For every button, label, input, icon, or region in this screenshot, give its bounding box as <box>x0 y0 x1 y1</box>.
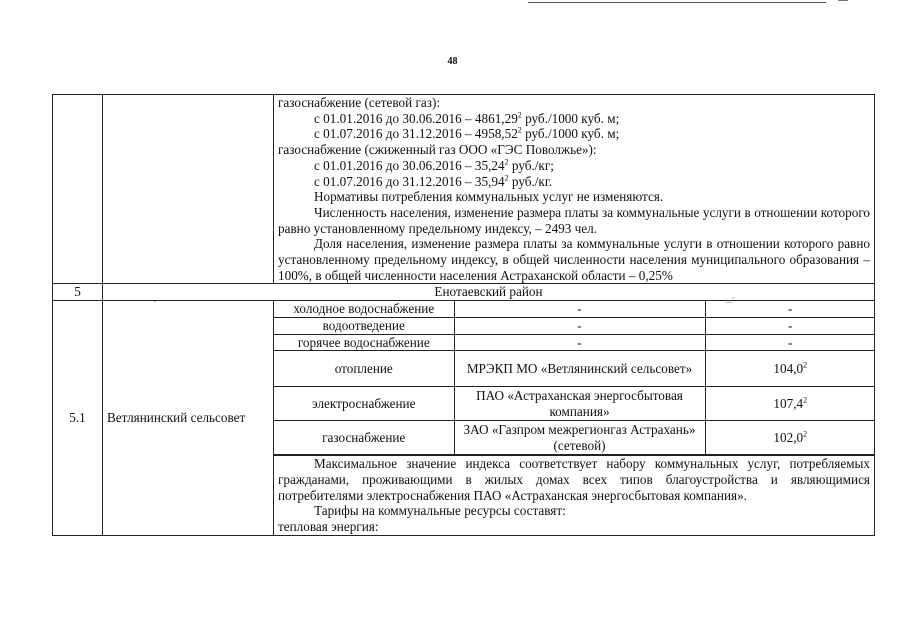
service-name: отопление <box>274 351 454 387</box>
text-line: с 01.07.2016 до 31.12.2016 – 35,94$^2$ руб./кг. <box>314 173 553 189</box>
text-line: Нормативы потребления коммунальных услуг не изменяются. <box>314 189 664 205</box>
name-cell-empty <box>103 95 274 284</box>
entry-name: Ветлянинский сельсовет <box>103 301 274 536</box>
district-number: 5 <box>53 284 103 301</box>
district-name: Енотаевский район <box>103 284 875 301</box>
service-row <box>274 387 875 421</box>
service-index: - <box>705 317 875 334</box>
tariff-table <box>52 94 875 536</box>
service-name: водоотведение <box>274 317 454 334</box>
index-footnote: 2 <box>803 429 808 439</box>
max-index-paragraph: Максимальное значение индекса соответствует набору коммунальных услуг, потребляемых гражданами, проживающими в жилых домах всех типов благоустройства и являющимися потребителями электроснабжения ПАО «Астраханская энергосбытовая компания». <box>278 456 870 503</box>
service-provider: - <box>454 301 705 317</box>
services-cell <box>274 301 875 456</box>
service-row <box>274 421 875 455</box>
service-name: холодное водоснабжение <box>274 301 454 317</box>
service-row <box>274 334 875 351</box>
index-footnote: 2 <box>803 395 808 405</box>
scan-top-tick <box>838 0 848 5</box>
text-line: с 01.01.2016 до 30.06.2016 – 35,24$^2$ руб./кг; <box>314 157 554 173</box>
service-index: - <box>705 334 875 351</box>
index-value: 107,4 <box>773 395 804 411</box>
page-number: 48 <box>447 56 458 67</box>
service-index: - <box>705 301 875 317</box>
continued-text-cell <box>274 95 875 284</box>
service-name: горячее водоснабжение <box>274 334 454 351</box>
scan-speck: –´ <box>726 296 736 308</box>
share-paragraph: Доля населения, изменение размера платы за коммунальные услуги в отношении которого равно установленному предельному индексу, в общей численности населения муниципального образования – 100%, в общей численности населения Астраханской области – 0,25% <box>278 236 870 283</box>
service-provider: - <box>454 334 705 351</box>
text-line: с 01.07.2016 до 31.12.2016 – 4958,52$^2$ руб./1000 куб. м; <box>314 126 620 142</box>
tariffs-first-item: тепловая энергия: <box>278 519 379 535</box>
service-provider: ЗАО «Газпром межрегионгаз Астрахань» (сетевой) <box>454 421 705 455</box>
entry-notes-cell <box>274 456 875 536</box>
index-footnote: 2 <box>803 360 808 370</box>
text-line: газоснабжение (сжиженный газ ООО «ГЭС Поволжье»): <box>278 142 597 158</box>
scan-speck: · <box>153 296 157 308</box>
entry-number: 5.1 <box>53 301 103 536</box>
population-paragraph: Численность населения, изменение размера платы за коммунальные услуги в отношении которого равно установленному предельному индексу, – 2493 чел. <box>278 204 870 236</box>
tariffs-intro: Тарифы на коммунальные ресурсы составят: <box>314 503 566 519</box>
table-row-entry <box>53 301 875 456</box>
service-provider: - <box>454 317 705 334</box>
service-row <box>274 301 875 317</box>
service-index <box>705 421 875 455</box>
text-line: с 01.01.2016 до 30.06.2016 – 4861,29$^2$ руб./1000 куб. м; <box>314 110 620 126</box>
service-row <box>274 351 875 387</box>
index-value: 104,0 <box>773 360 804 376</box>
table-row-continued <box>53 95 875 284</box>
service-row <box>274 317 875 334</box>
service-index <box>705 351 875 387</box>
service-name: газоснабжение <box>274 421 454 455</box>
service-provider: МРЭКП МО «Ветлянинский сельсовет» <box>454 351 705 387</box>
services-table <box>274 301 875 455</box>
service-name: электроснабжение <box>274 387 454 421</box>
text-line: газоснабжение (сетевой газ): <box>278 95 441 110</box>
table-row-district <box>53 284 875 301</box>
service-index <box>705 387 875 421</box>
index-value: 102,0 <box>773 429 804 445</box>
scan-top-rule <box>528 2 826 3</box>
service-provider: ПАО «Астраханская энергосбытовая компания» <box>454 387 705 421</box>
num-cell-empty <box>53 95 103 284</box>
